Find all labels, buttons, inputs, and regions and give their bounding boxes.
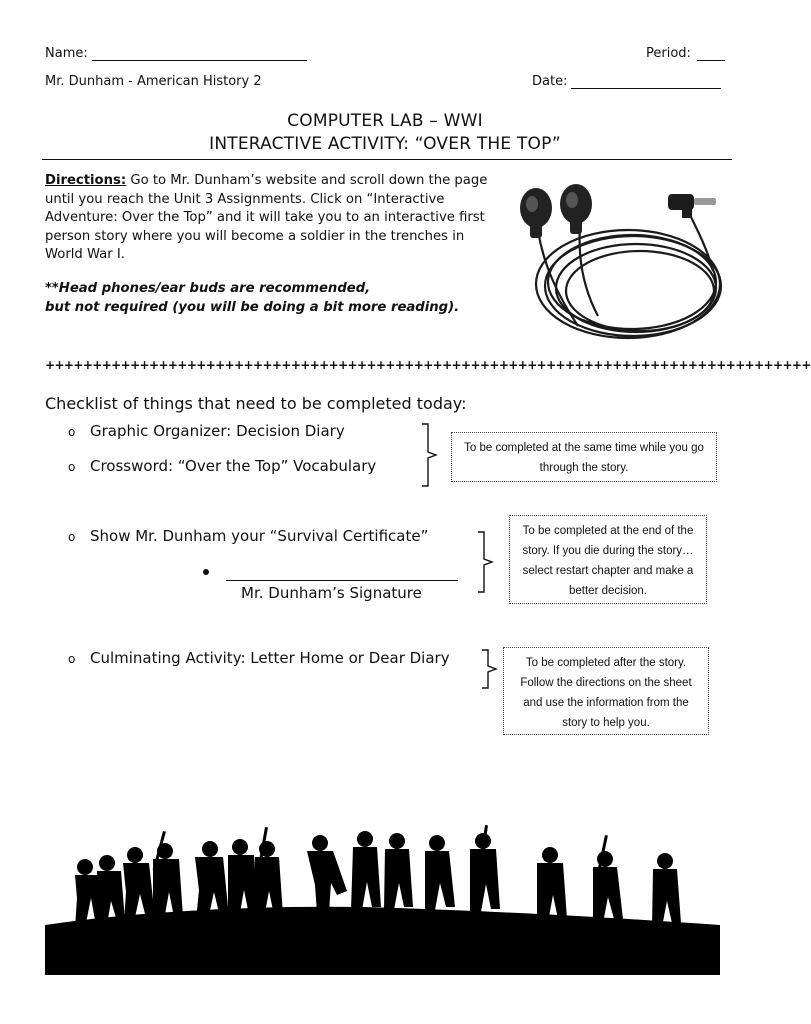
directions [45, 172, 505, 265]
brace-1-icon [418, 422, 448, 488]
note-box-same-time: To be completed at the same time while you go through the story. [451, 432, 717, 482]
period-label: Period: [646, 46, 691, 61]
checklist-item-label: Show Mr. Dunham your “Survival Certificate” [90, 527, 429, 545]
title-line-2: INTERACTIVE ACTIVITY: “OVER THE TOP” [209, 134, 561, 154]
checkbox-bullet: o [68, 652, 76, 666]
title-line-1: COMPUTER LAB – WWI [287, 111, 483, 131]
brace-2-icon [474, 530, 504, 594]
checklist-item-label: Culminating Activity: Letter Home or Dear Diary [90, 649, 450, 667]
note-line-2: but not required (you will be doing a bit more reading). [45, 299, 460, 315]
period-line[interactable] [697, 60, 725, 61]
earbuds-image [508, 176, 730, 346]
soldiers-silhouette-image [45, 825, 720, 975]
teacher-course: Mr. Dunham - American History 2 [45, 74, 262, 89]
checklist-item-survival-certificate[interactable] [68, 527, 428, 545]
checklist-item-decision-diary[interactable] [68, 422, 345, 440]
note-box-after-story: To be completed after the story. Follow the directions on the sheet and use the information from the story to help you. [503, 647, 709, 735]
note-line-1: **Head phones/ear buds are recommended, [45, 281, 371, 296]
directions-label: Directions: [45, 173, 127, 188]
signature-label: Mr. Dunham’s Signature [241, 584, 422, 602]
separator-line: +++++++++++++++++++++++++++++++++++++++++++++++++++++++++++++++++++++++++++++++++ [45, 358, 811, 372]
name-label: Name: [45, 46, 88, 61]
checklist-title: Checklist of things that need to be completed today: [45, 394, 467, 413]
signature-bullet-icon [203, 569, 209, 575]
checklist-item-label: Graphic Organizer: Decision Diary [90, 422, 345, 440]
date-label: Date: [532, 74, 568, 89]
brace-3-icon [478, 648, 504, 690]
name-line[interactable] [92, 60, 307, 61]
directions-text: Go to Mr. Dunham’s website and scroll down the page until you reach the Unit 3 Assignments. Click on “Interactive Adventure: Over the Top” and it will take you to an interactive first person story where you will become a soldier in the trenches in World War I. [45, 173, 488, 262]
headphones-note [45, 280, 505, 317]
signature-line[interactable] [226, 580, 458, 581]
date-line[interactable] [571, 88, 721, 89]
note-box-end-of-story: To be completed at the end of the story. If you die during the story…select restart chapter and make a better decision. [509, 515, 707, 604]
checklist-item-crossword[interactable] [68, 457, 376, 475]
checklist-item-culminating-activity[interactable] [68, 649, 450, 667]
title-rule [42, 159, 732, 160]
checkbox-bullet: o [68, 530, 76, 544]
checkbox-bullet: o [68, 460, 76, 474]
checkbox-bullet: o [68, 425, 76, 439]
checklist-item-label: Crossword: “Over the Top” Vocabulary [90, 457, 377, 475]
